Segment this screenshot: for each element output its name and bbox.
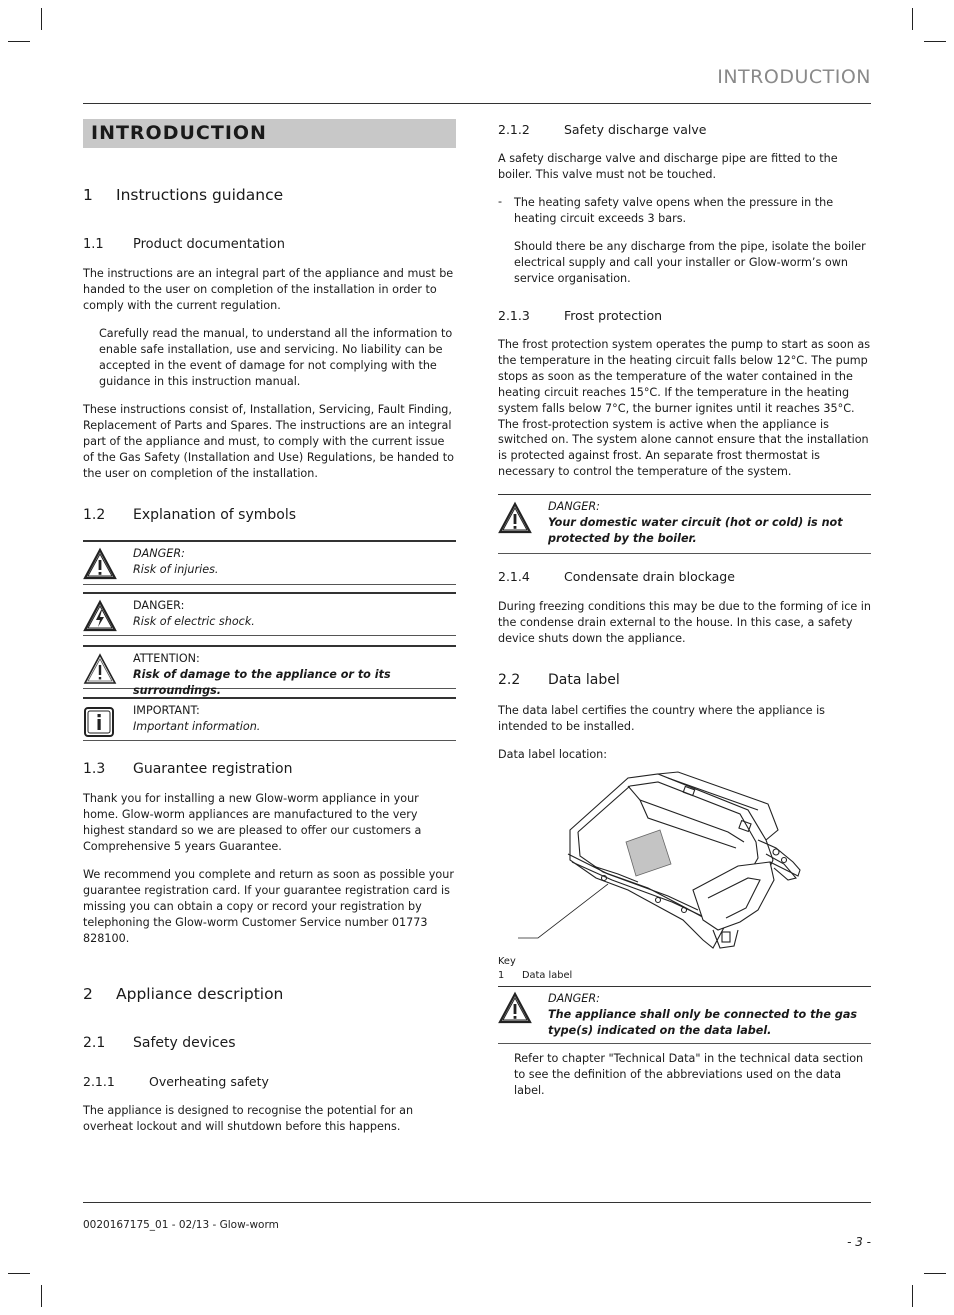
electric-shock-icon xyxy=(83,599,117,633)
paragraph: Data label location: xyxy=(498,748,608,761)
heading-explanation-of-symbols: 1.2 Explanation of symbols xyxy=(83,507,297,523)
danger-text: Your domestic water circuit (hot or cold) is not protected by the boiler. xyxy=(548,516,843,545)
heading-overheating-safety: 2.1.1 Overheating safety xyxy=(83,1074,269,1089)
symbol-label: DANGER: xyxy=(133,547,185,560)
key-title: Key xyxy=(498,956,516,967)
symbol-description: Risk of damage to the appliance or to its surroundings. xyxy=(133,668,391,697)
danger-box-gas-type xyxy=(498,986,871,1044)
crop-mark xyxy=(41,8,42,30)
footer-doc-ref: 0020167175_01 - 02/13 - Glow-worm xyxy=(83,1219,279,1231)
info-icon xyxy=(83,704,117,738)
paragraph: During freezing conditions this may be due to the forming of ice in the condense drain external to the house. In this case, a safety device shuts down the appliance. xyxy=(498,600,872,645)
symbol-row-danger-electric xyxy=(83,592,456,636)
symbol-label: DANGER: xyxy=(133,599,185,612)
section-title: INTRODUCTION xyxy=(91,122,267,144)
paragraph: The frost protection system operates the pump to start as soon as the temperature in the heating circuit falls below 12°C. The pump stops as soon as the temperature of the water contained in the heating circuit reaches 15°C. If the temperature in the heating system falls below 7°C, the burner ignites until it reaches 35°C. The frost-protection system is active when the appliance is switched on. The system alone cannot ensure that the installation is protected against frost. An separate frost thermostat is necessary to control the temperature of the system. xyxy=(498,338,871,479)
symbol-row-danger-injury xyxy=(83,540,456,585)
paragraph: Thank you for installing a new Glow-worm appliance in your home. Glow-worm appliances are manufactured to the very highest standard so we are pleased to offer our customers a Comprehensive 5 years Guarantee. xyxy=(83,792,422,853)
key-text: Data label xyxy=(522,970,573,981)
paragraph: Should there be any discharge from the pipe, isolate the boiler electrical supply and call your installer or Glow-worm’s own service organisation. xyxy=(514,240,866,285)
crop-mark xyxy=(924,41,946,42)
key-number: 1 xyxy=(498,970,505,981)
crop-mark xyxy=(41,1285,42,1307)
footer-rule xyxy=(83,1202,871,1203)
paragraph: Refer to chapter "Technical Data" in the technical data section to see the definition of the abbreviations used on the data label. xyxy=(514,1052,864,1097)
paragraph: A safety discharge valve and discharge pipe are fitted to the boiler. This valve must not be touched. xyxy=(498,152,838,181)
paragraph: Carefully read the manual, to understand all the information to enable safe installation, use and servicing. No liability can be accepted in the event of damage for not complying with the guidance in this instruction manual. xyxy=(99,327,453,388)
crop-mark xyxy=(912,8,913,30)
danger-text: The appliance shall only be connected to the gas type(s) indicated on the data label. xyxy=(548,1008,858,1037)
paragraph: The data label certifies the country where the appliance is intended to be installed. xyxy=(498,704,826,733)
warning-triangle-icon xyxy=(498,991,532,1025)
danger-box-water-circuit xyxy=(498,494,871,554)
symbol-row-attention xyxy=(83,645,456,697)
crop-mark xyxy=(8,41,30,42)
heading-safety-discharge-valve: 2.1.2 Safety discharge valve xyxy=(498,122,707,137)
warning-triangle-icon xyxy=(498,501,532,535)
danger-label: DANGER: xyxy=(548,992,600,1005)
symbol-description: Risk of electric shock. xyxy=(133,615,255,628)
heading-appliance-description: 2 Appliance description xyxy=(83,985,284,1003)
running-header: INTRODUCTION xyxy=(717,66,871,88)
boiler-data-label-illustration xyxy=(508,770,808,950)
section-title-box xyxy=(83,119,456,148)
heading-condensate-drain-blockage: 2.1.4 Condensate drain blockage xyxy=(498,569,735,584)
paragraph: These instructions consist of, Installation, Servicing, Fault Finding, Replacement of Parts and Spares. The instructions are an integral part of the appliance and must, to comply with the current issue of the Gas Safety (Installation and Use) Regulations, be handed to the user on completion of the installation. xyxy=(83,403,454,480)
heading-guarantee-registration: 1.3 Guarantee registration xyxy=(83,761,293,777)
attention-triangle-icon xyxy=(83,652,117,686)
heading-frost-protection: 2.1.3 Frost protection xyxy=(498,308,663,323)
bullet-dash: - xyxy=(498,195,503,208)
page-number: - 3 - xyxy=(847,1235,871,1249)
paragraph: The appliance is designed to recognise the potential for an overheat lockout and will shutdown before this happens. xyxy=(83,1104,414,1133)
symbol-label: ATTENTION: xyxy=(133,652,200,665)
heading-safety-devices: 2.1 Safety devices xyxy=(83,1035,236,1051)
symbol-description: Important information. xyxy=(133,720,261,733)
symbol-row-important xyxy=(83,697,456,741)
warning-triangle-icon xyxy=(83,547,117,581)
symbol-label: IMPORTANT: xyxy=(133,704,200,717)
paragraph: We recommend you complete and return as soon as possible your guarantee registration card. If your guarantee registration card is missing you can obtain a copy or record your registration by telephoning the Glow-worm Customer Service number 01773 828100. xyxy=(83,868,454,945)
paragraph: The instructions are an integral part of the appliance and must be handed to the user on completion of the installation in order to comply with the current regulation. xyxy=(83,267,454,312)
heading-instructions-guidance: 1 Instructions guidance xyxy=(83,186,284,204)
heading-product-documentation: 1.1 Product documentation xyxy=(83,237,285,252)
bullet-text: The heating safety valve opens when the pressure in the heating circuit exceeds 3 bars. xyxy=(514,196,834,225)
danger-label: DANGER: xyxy=(548,500,600,513)
crop-mark xyxy=(8,1273,30,1274)
crop-mark xyxy=(924,1273,946,1274)
heading-data-label: 2.2 Data label xyxy=(498,672,620,688)
crop-mark xyxy=(912,1285,913,1307)
symbol-description: Risk of injuries. xyxy=(133,563,219,576)
header-rule xyxy=(83,103,871,104)
